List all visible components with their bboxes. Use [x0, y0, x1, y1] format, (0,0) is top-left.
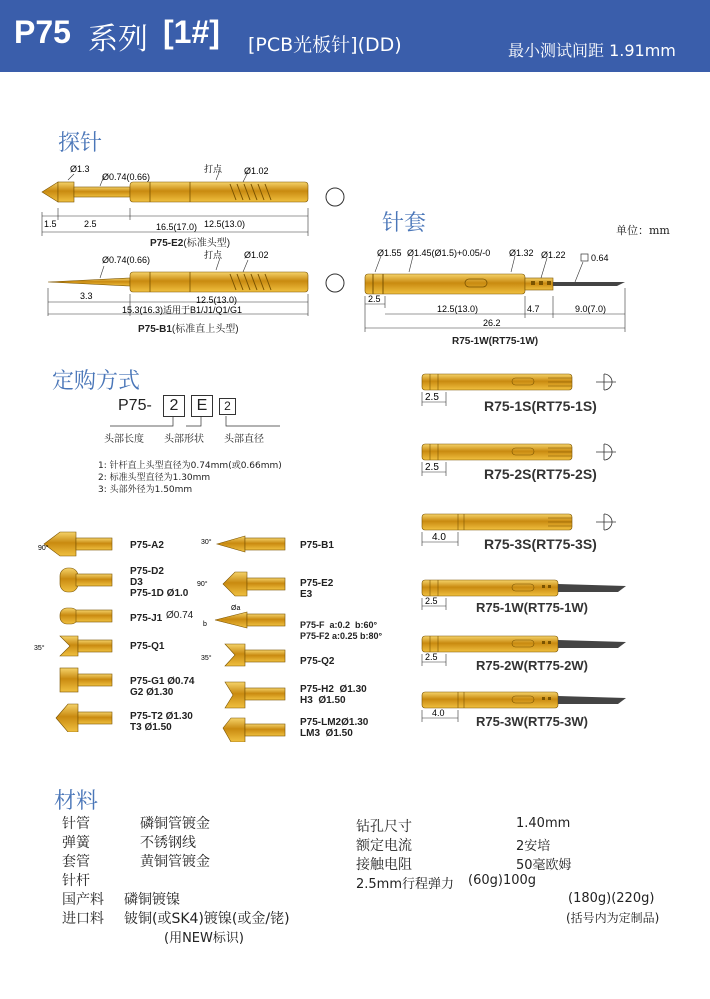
- spec-val-1: 2安培: [516, 839, 551, 854]
- head-label-q1: P75-Q1: [130, 641, 165, 652]
- order-legend-lines: [100, 412, 300, 432]
- head-note-j1: Ø0.74: [166, 610, 194, 621]
- section-title-receptacle: 针套: [382, 211, 427, 236]
- mat-val-2: 黄铜管镀金: [140, 854, 210, 870]
- rec-main-dim-0: Ø1.55: [377, 248, 402, 258]
- rec-main-dim-2: Ø1.32: [509, 248, 534, 258]
- mat-key-0: 针管: [62, 816, 90, 832]
- head-g1-icon: [60, 668, 78, 692]
- header-series: 系列: [88, 22, 148, 57]
- receptacle-3w-icon: [422, 692, 558, 708]
- mat-key-5: 进口料: [62, 911, 104, 927]
- spec-val-3: (60g)100g: [468, 873, 537, 888]
- section-title-material: 材料: [54, 789, 99, 814]
- mat-key-4: 国产料: [62, 892, 104, 908]
- probe1-dim-1: Ø0.74(0.66): [102, 172, 151, 182]
- rec-main-dim-3: Ø1.22: [541, 250, 566, 260]
- rec-main-dim-1: Ø1.45(Ø1.5)+0.05/-0: [407, 248, 491, 258]
- mat-note-new: (用NEW标识): [164, 931, 244, 946]
- probe1-dim-6: 12.5(13.0): [204, 219, 246, 229]
- head-q1-angle: 35°: [34, 645, 45, 652]
- spec-custom-note: (括号内为定制品): [566, 911, 660, 925]
- order-box-length: 2: [163, 395, 185, 417]
- head-label-d2: P75-D2 D3 P75-1D Ø1.0: [130, 566, 189, 599]
- rec-main-dim-7: 4.7: [527, 304, 540, 314]
- receptacle-main-drawing: [355, 238, 655, 338]
- rec-1w-dim: 2.5: [425, 596, 438, 606]
- head-d2-icon: [60, 568, 78, 592]
- head-label-j1: P75-J1: [130, 613, 163, 624]
- probe2-end-view: [323, 271, 347, 295]
- order-legend-diameter: 头部直径: [224, 434, 264, 445]
- rec-2w-dim: 2.5: [425, 652, 438, 662]
- probe2-caption-model: P75-B1: [138, 324, 172, 335]
- order-box-shape: E: [191, 395, 213, 417]
- rec-2s-dim: 2.5: [425, 462, 439, 473]
- spec-val-0: 1.40mm: [516, 816, 571, 831]
- head-t2-icon: [56, 704, 78, 732]
- receptacle-label-1s: R75-1S(RT75-1S): [484, 398, 597, 414]
- head-label-lm2: P75-LM2Ø1.30 LM3 Ø1.50: [300, 717, 369, 739]
- head-lm2-icon: [223, 718, 245, 742]
- probe2-caption-note: (标准直上头型): [171, 324, 239, 335]
- mat-val-5: 铍铜(或SK4)镀镍(或金/铑): [124, 911, 290, 927]
- section-title-order: 定购方式: [52, 369, 141, 394]
- probe1-dim-7: 16.5(17.0): [156, 222, 198, 232]
- spec-force-note: (180g)(220g): [568, 891, 655, 906]
- head-e2-icon: [223, 572, 247, 596]
- mat-val-1: 不锈钢线: [140, 835, 196, 851]
- head-b1-angle: 30°: [201, 539, 212, 546]
- head-q1-icon: [60, 636, 78, 656]
- receptacle-label-1w: R75-1W(RT75-1W): [476, 600, 588, 615]
- mat-key-1: 弹簧: [62, 835, 90, 851]
- mat-val-4: 磷铜镀镍: [124, 892, 180, 908]
- probe2-dim-5: 15.3(16.3)适用于B1/J1/Q1/G1: [122, 305, 243, 315]
- heads-left-drawings: [30, 522, 120, 732]
- head-h2-icon: [225, 682, 245, 708]
- spec-key-2: 接触电阻: [356, 857, 412, 873]
- probe2-dim-3: 3.3: [80, 291, 93, 301]
- probe1-dim-3: Ø1.02: [244, 166, 269, 176]
- probe-b1-drawing: [30, 248, 330, 328]
- receptacle-label-2w: R75-2W(RT75-2W): [476, 658, 588, 673]
- head-label-h2: P75-H2 Ø1.30 H3 Ø1.50: [300, 684, 367, 706]
- order-box-diameter: 2: [219, 398, 236, 415]
- head-f-icon: [215, 612, 247, 628]
- head-label-b1: P75-B1: [300, 540, 334, 551]
- head-a2-icon: [44, 532, 76, 556]
- head-label-f: P75-F a:0.2 b:60° P75-F2 a:0.25 b:80°: [300, 620, 383, 641]
- receptacle-main-caption: R75-1W(RT75-1W): [452, 336, 539, 347]
- head-f-b: b: [203, 621, 207, 628]
- receptacle-label-2s: R75-2S(RT75-2S): [484, 466, 597, 482]
- probe1-caption-note: (标准头型): [183, 238, 231, 249]
- head-label-g1: P75-G1 Ø0.74 G2 Ø1.30: [130, 676, 195, 698]
- head-j1-icon: [60, 608, 78, 624]
- mat-val-0: 磷铜管镀金: [140, 816, 210, 832]
- head-a2-angle: 90°: [38, 545, 49, 552]
- head-f-a: Øa: [231, 605, 241, 612]
- rec-1s-dim: 2.5: [425, 392, 439, 403]
- order-prefix: P75-: [118, 397, 152, 414]
- rec-main-dim-6: 12.5(13.0): [437, 304, 479, 314]
- order-note-1: 1: 针杆直上头型直径为0.74mm(或0.66mm): [98, 461, 282, 471]
- header-model: P75: [14, 14, 71, 50]
- header-min-pitch: 最小测试间距 1.91mm: [508, 41, 676, 60]
- probe1-end-view: [323, 185, 347, 209]
- probe2-dim-2: Ø1.02: [244, 250, 269, 260]
- probe1-caption: [150, 234, 230, 249]
- unit-label: 单位：mm: [616, 224, 670, 237]
- probe1-dim-5: 2.5: [84, 219, 97, 229]
- receptacle-1w-icon: [422, 580, 558, 596]
- head-label-t2: P75-T2 Ø1.30 T3 Ø1.50: [130, 711, 193, 733]
- head-q2-angle: 35°: [201, 655, 212, 662]
- order-note-3: 3: 头部外径为1.50mm: [98, 485, 193, 495]
- head-q2-icon: [225, 644, 245, 666]
- head-label-q2: P75-Q2: [300, 656, 335, 667]
- order-note-2: 2: 标准头型直径为1.30mm: [98, 473, 211, 483]
- rec-3s-dim: 4.0: [432, 532, 446, 543]
- probe1-dim-0: Ø1.3: [70, 164, 90, 174]
- rec-main-dim-9: 26.2: [483, 318, 501, 328]
- receptacle-2w-icon: [422, 636, 558, 652]
- receptacle-label-3w: R75-3W(RT75-3W): [476, 714, 588, 729]
- probe2-caption: [138, 320, 239, 335]
- spec-val-2: 50毫欧姆: [516, 858, 572, 873]
- rec-main-dim-4: 0.64: [591, 253, 609, 263]
- head-e2-angle: 90°: [197, 581, 208, 588]
- header-number: [1#]: [163, 14, 220, 50]
- mat-key-2: 套管: [62, 854, 90, 870]
- heads-right-drawings: [195, 522, 295, 742]
- probe1-caption-model: P75-E2: [150, 238, 184, 249]
- probe1-dim-4: 1.5: [44, 219, 57, 229]
- header-subtitle: [PCB光板针](DD): [248, 34, 402, 56]
- spec-key-0: 钻孔尺寸: [356, 819, 412, 835]
- probe2-dim-4: 12.5(13.0): [196, 295, 238, 305]
- probe1-dim-2: 打点: [204, 164, 223, 174]
- receptacle-variants-drawings: [418, 366, 638, 746]
- spec-key-3: 2.5mm行程弹力: [356, 877, 455, 892]
- rec-main-dim-5: 2.5: [368, 294, 381, 304]
- rec-3w-dim: 4.0: [432, 708, 445, 718]
- order-legend-length: 头部长度: [104, 434, 144, 445]
- head-b1-icon: [217, 536, 245, 552]
- probe2-dim-0: Ø0.74(0.66): [102, 255, 151, 265]
- head-label-e2: P75-E2 E3: [300, 578, 334, 600]
- spec-key-1: 额定电流: [356, 838, 412, 854]
- mat-key-3: 针杆: [62, 873, 90, 889]
- receptacle-label-3s: R75-3S(RT75-3S): [484, 536, 597, 552]
- order-legend-shape: 头部形状: [164, 434, 204, 445]
- section-title-probe: 探针: [58, 131, 103, 156]
- head-label-a2: P75-A2: [130, 540, 164, 551]
- rec-main-dim-8: 9.0(7.0): [575, 304, 607, 314]
- probe2-dim-1: 打点: [204, 250, 223, 260]
